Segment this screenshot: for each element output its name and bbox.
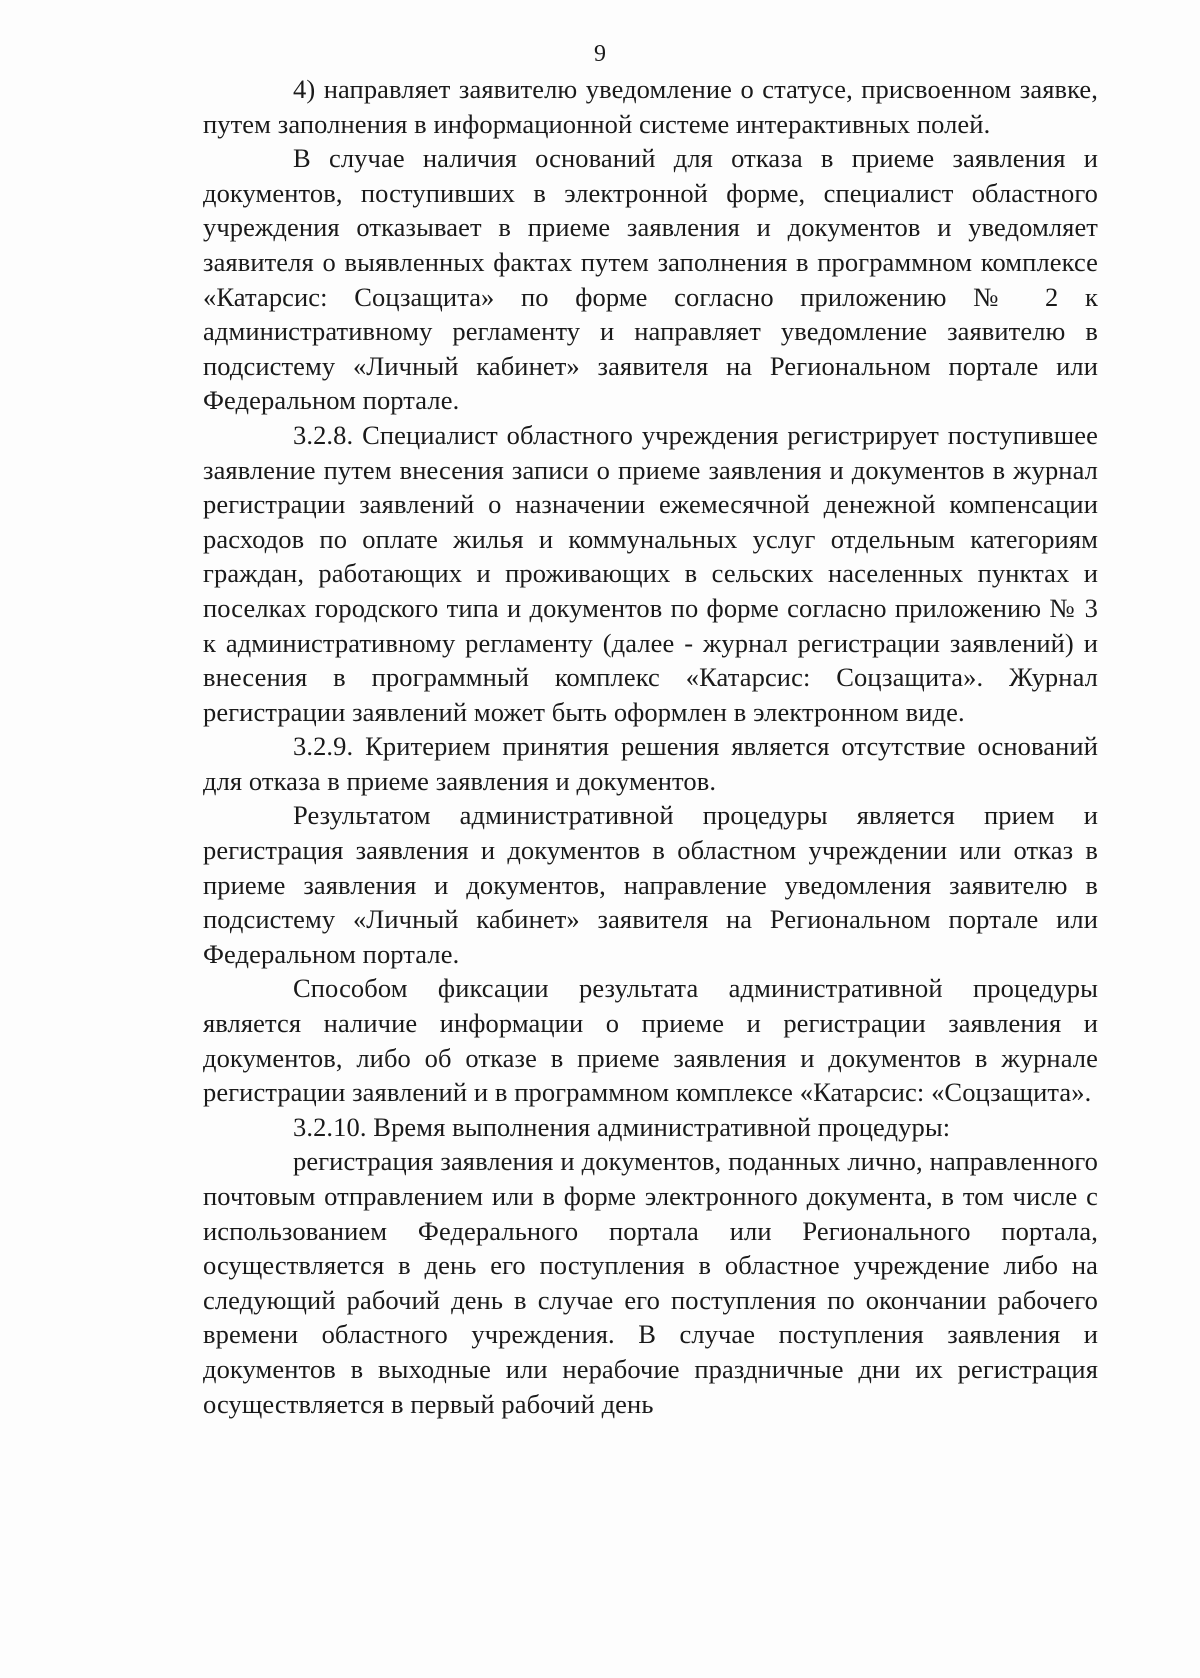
paragraph-procedure-result: Результатом административной процедуры является прием и регистрация заявления и документов в областном учреждении или отказ в приеме заявления и документов, направление уведомления заявителю в подсистему «Личный кабинет» заявителя на Региональном портале или Федеральном портале. [203,800,1098,969]
document-body [203,72,1098,1421]
page-number: 9 [594,41,606,67]
paragraph-3-2-10-duration: 3.2.10. Время выполнения административной процедуры: [293,1111,951,1142]
paragraph-registration-timing: регистрация заявления и документов, поданных лично, направленного почтовым отправлением или в форме электронного документа, в том числе с использованием Федерального портала или Регионального портала, осуществляется в день его поступления в областное учреждение либо на следующий рабочий день в случае его поступления по окончании рабочего времени областного учреждения. В случае поступления заявления и документов в выходные или нерабочие праздничные дни их регистрация осуществляется в первый рабочий день [203,1146,1098,1419]
paragraph-3-2-8-registration: 3.2.8. Специалист областного учреждения регистрирует поступившее заявление путем внесения записи о приеме заявления и документов в журнал регистрации заявлений о назначении ежемесячной денежной компенсации расходов по оплате жилья и коммунальных услуг отдельным категориям граждан, работающих и проживающих в сельских населенных пунктах и поселках городского типа и документов по форме согласно приложению № 3 к административному регламенту (далее - журнал регистрации заявлений) и внесения в программный комплекс «Катарсис: Соцзащита». Журнал регистрации заявлений может быть оформлен в электронном виде. [203,419,1098,727]
paragraph-refusal-grounds: В случае наличия оснований для отказа в приеме заявления и документов, поступивших в электронной форме, специалист областного учреждения отказывает в приеме заявления и документов и уведомляет заявителя о выявленных фактах путем заполнения в программном комплексе «Катарсис: Соцзащита» по форме согласно приложению № 2 к административному регламенту и направляет уведомление заявителю в подсистему «Личный кабинет» заявителя на Региональном портале или Федеральном портале. [203,143,1098,416]
paragraph-result-fixation: Способом фиксации результата административной процедуры является наличие информации о приеме и регистрации заявления и документов, либо об отказе в приеме заявления и документов в журнале регистрации заявлений и в программном комплексе «Катарсис: «Соцзащита». [203,973,1098,1108]
paragraph-3-2-9-criterion: 3.2.9. Критерием принятия решения является отсутствие оснований для отказа в приеме заявления и документов. [203,731,1098,796]
paragraph-item-4-notification: 4) направляет заявителю уведомление о статусе, присвоенном заявке, путем заполнения в информационной системе интерактивных полей. [203,74,1098,139]
